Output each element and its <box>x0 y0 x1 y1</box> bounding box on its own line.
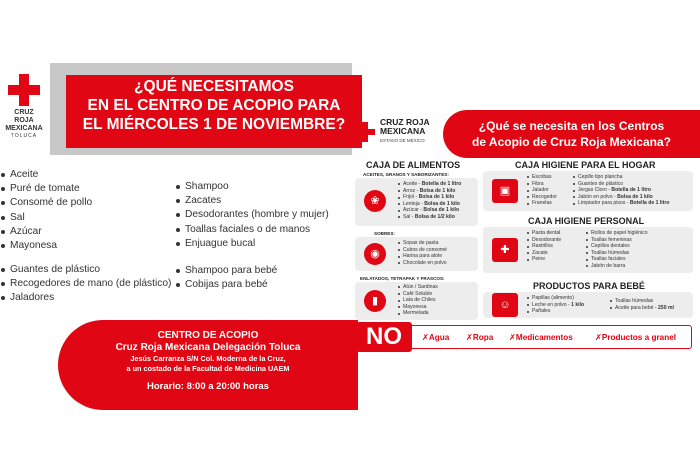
list-item: Cepillo tipo plancha <box>573 174 669 181</box>
cleaning-icon: ▣ <box>492 179 518 203</box>
list-item: Recogedor <box>527 194 557 201</box>
hygiene-icon: ✚ <box>492 238 518 262</box>
personal-list-1 <box>527 230 561 263</box>
hogar-list-2 <box>573 174 669 207</box>
cruz-roja-edomex-logo <box>355 118 430 145</box>
section-title-bebe: PRODUCTOS PARA BEBÉ <box>533 281 645 291</box>
needed-items-list-1 <box>1 168 92 253</box>
not-accepted-item: ✗Ropa <box>466 333 494 342</box>
food-icon: ❀ <box>364 190 386 212</box>
list-item: Mermelada <box>398 310 438 317</box>
logo-brand-line2: MEXICANA <box>5 125 43 132</box>
center-address-line1: Jesús Carranza S/N Col. Moderna de la Cruz, <box>130 354 286 363</box>
list-item: Mayonesa <box>1 239 92 253</box>
list-item: Desodorantes (hombre y mujer) <box>176 208 329 222</box>
list-item: Shampoo <box>176 180 329 194</box>
collection-center-info <box>58 320 358 410</box>
list-item: Guantes de plástico <box>1 263 171 277</box>
not-accepted-item: ✗Medicamentos <box>509 333 573 342</box>
list-item: Leche en polvo - 1 kilo <box>527 302 584 309</box>
list-item: Jabón de barra <box>586 263 648 270</box>
list-item: Rastrillos <box>527 243 561 250</box>
list-item: Toallas faciales <box>586 256 648 263</box>
list-item: Azúcar <box>1 225 92 239</box>
list-item: Pasta dental <box>527 230 561 237</box>
list-item: Toallas húmedas <box>586 250 648 257</box>
bebe-list-2 <box>610 298 674 311</box>
list-item: Toallas faciales o de manos <box>176 223 329 237</box>
red-cross-icon <box>355 122 375 142</box>
needed-items-list-4 <box>176 264 277 292</box>
red-cross-icon <box>8 74 40 106</box>
logo-sub: ESTADO DE MÉXICO <box>380 138 425 143</box>
alimentos-list-2 <box>398 240 447 266</box>
needed-items-list-2 <box>1 263 171 306</box>
list-item: Aceite para bebé - 250 ml <box>610 305 674 312</box>
list-item: Mayonesa <box>398 304 438 311</box>
not-accepted-item: ✗Productos a granel <box>595 333 677 342</box>
list-item: Peine <box>527 256 561 263</box>
section-title-personal: CAJA HIGIENE PERSONAL <box>528 216 645 226</box>
list-item: Harina para atole <box>398 253 447 260</box>
right-title-line2: de Acopio de Cruz Roja Mexicana? <box>472 135 671 149</box>
list-item: Consomé de pollo <box>1 196 92 210</box>
section-title-alimentos: CAJA DE ALIMENTOS <box>366 160 461 170</box>
alimentos-list-1 <box>398 181 461 221</box>
section-title-hogar: CAJA HIGIENE PARA EL HOGAR <box>515 160 656 170</box>
alimentos-list-3 <box>398 284 438 317</box>
alimentos-sub-1: ACEITES, GRANOS Y SABORIZANTES: <box>363 172 449 177</box>
needed-items-list-3 <box>176 180 329 251</box>
list-item: Zacate <box>527 250 561 257</box>
list-item: Fibra <box>527 181 557 188</box>
right-title <box>443 110 700 158</box>
list-item: Puré de tomate <box>1 182 92 196</box>
logo-brand-line1: CRUZ ROJA <box>380 117 430 127</box>
headline-banner <box>66 75 362 148</box>
list-item: Lenteja - Bolsa de 1 kilo <box>398 201 461 208</box>
list-item: Toallas húmedas <box>610 298 674 305</box>
cruz-roja-toluca-logo <box>4 74 44 139</box>
bebe-list-1 <box>527 295 584 315</box>
hogar-list-1 <box>527 174 557 207</box>
list-item: Enjuague bucal <box>176 237 329 251</box>
list-item: Desodorante <box>527 237 561 244</box>
center-hours: Horario: 8:00 a 20:00 horas <box>147 381 269 392</box>
list-item: Sal <box>1 211 92 225</box>
list-item: Aceite - Botella de 1 litro <box>398 181 461 188</box>
list-item: Recogedores de mano (de plástico) <box>1 277 171 291</box>
list-item: Chocolate en polvo <box>398 260 447 267</box>
list-item: Jaladores <box>1 291 171 305</box>
list-item: Guantes de plástico <box>573 181 669 188</box>
alimentos-sub-3: ENLATADOS, TETRAPAK Y FRASCOS: <box>360 276 445 281</box>
list-item: Frijol - Bolsa de 1 kilo <box>398 194 461 201</box>
list-item: Aceite <box>1 168 92 182</box>
list-item: Cubos de consomé <box>398 247 447 254</box>
headline-line2: EN EL CENTRO DE ACOPIO PARA <box>87 97 341 114</box>
list-item: Franelas <box>527 200 557 207</box>
no-label: NO <box>356 322 412 352</box>
list-item: Cepillos dentales <box>586 243 648 250</box>
list-item: Rollos de papel higiénico <box>586 230 648 237</box>
list-item: Azúcar - Bolsa de 1 kilo <box>398 207 461 214</box>
list-item: Toallas femeninas <box>586 237 648 244</box>
can-icon: ▮ <box>364 290 386 312</box>
headline-line1: ¿QUÉ NECESITAMOS <box>134 78 294 95</box>
list-item: Shampoo para bebé <box>176 264 277 278</box>
alimentos-sub-2: SOBRES: <box>374 231 395 236</box>
list-item: Pañales <box>527 308 584 315</box>
logo-brand-line1: CRUZ ROJA <box>14 109 34 124</box>
logo-brand-line2: MEXICANA <box>380 126 426 136</box>
list-item: Arroz - Bolsa de 1 kilo <box>398 188 461 195</box>
list-item: Lata de Chiles <box>398 297 438 304</box>
not-accepted-item: ✗Agua <box>422 333 450 342</box>
center-name: Cruz Roja Mexicana Delegación Toluca <box>115 342 301 353</box>
list-item: Café Soluble <box>398 291 438 298</box>
personal-list-2 <box>586 230 648 270</box>
center-title: CENTRO DE ACOPIO <box>157 330 259 341</box>
list-item: Sal - Bolsa de 1/2 kilo <box>398 214 461 221</box>
list-item: Jalador <box>527 187 557 194</box>
list-item: Sopas de pasta <box>398 240 447 247</box>
list-item: Atún / Sardinas <box>398 284 438 291</box>
list-item: Jabón en polvo - Bolsa de 1 kilo <box>573 194 669 201</box>
list-item: Cobijas para bebé <box>176 278 277 292</box>
list-item: Papillas (alimento) <box>527 295 584 302</box>
list-item: Jergas Cloro - Botella de 1 litro <box>573 187 669 194</box>
list-item: Limpiador para pisos - Botella de 1 litro <box>573 200 669 207</box>
center-address-line2: a un costado de la Facultad de Medicina UAEM <box>126 364 290 373</box>
baby-icon: ☺ <box>492 293 518 317</box>
soup-icon: ◉ <box>364 243 386 265</box>
list-item: Zacates <box>176 194 329 208</box>
logo-city: TOLUCA <box>10 133 38 139</box>
headline-line3: EL MIÉRCOLES 1 DE NOVIEMBRE? <box>82 116 346 133</box>
right-title-line1: ¿Qué se necesita en los Centros <box>478 119 665 133</box>
list-item: Escobas <box>527 174 557 181</box>
